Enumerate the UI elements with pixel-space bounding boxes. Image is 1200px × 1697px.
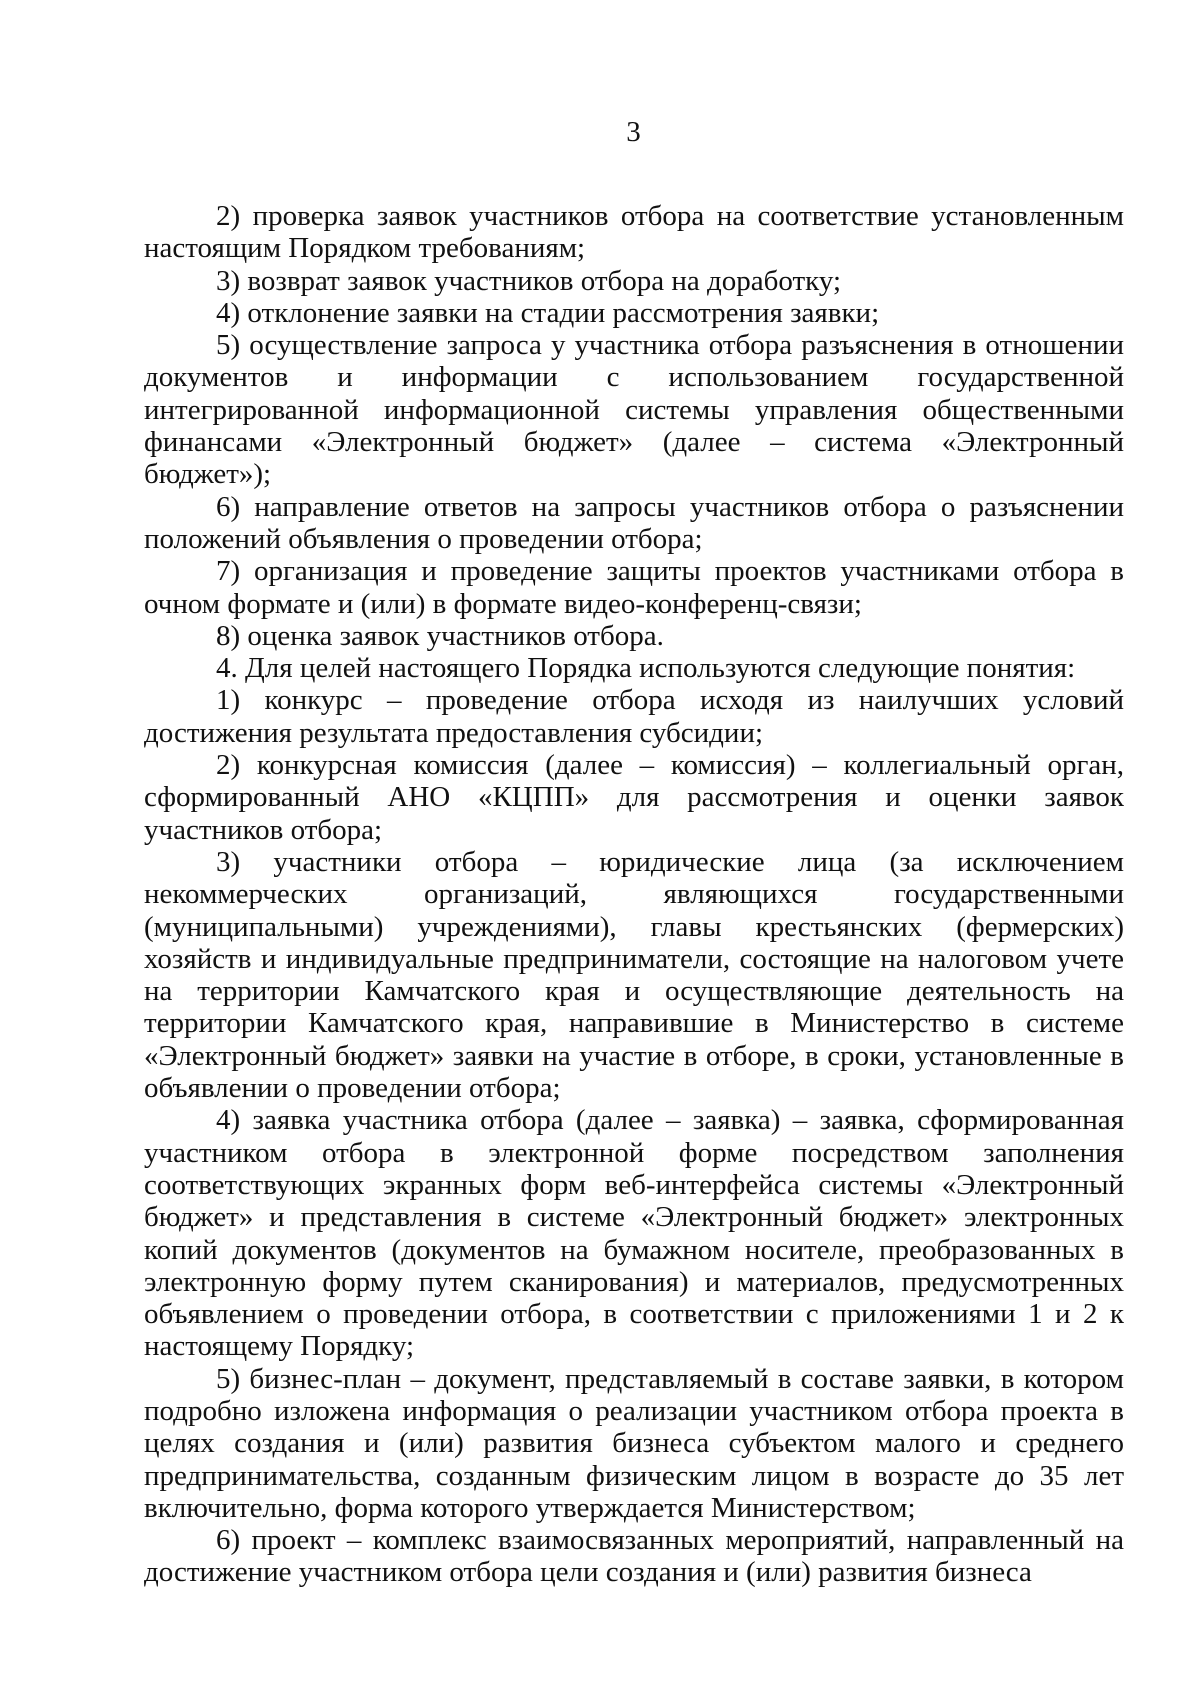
paragraph-section-4-definitions: 4. Для целей настоящего Порядка используются следующие понятия: <box>216 652 1076 685</box>
paragraph-definition-contest: 1) конкурс – проведение отбора исходя из наилучших условий достижения результата предоставления субсидии; <box>144 684 1124 749</box>
paragraph-item-5-clarification-request: 5) осуществление запроса у участника отбора разъяснения в отношении документов и информации с использованием государственной интегрированной информационной системы управления общественными финансами «Электронный бюджет» (далее – система «Электронный бюджет»); <box>144 329 1124 491</box>
paragraph-item-3-return: 3) возврат заявок участников отбора на доработку; <box>216 264 842 297</box>
paragraph-item-2-review: 2) проверка заявок участников отбора на соответствие установленным настоящим Порядком требованиям; <box>144 200 1124 265</box>
paragraph-definition-application: 4) заявка участника отбора (далее – заявка) – заявка, сформированная участником отбора в электронной форме посредством заполнения соответствующих экранных форм веб-интерфейса системы «Электронный бюджет» и представления в системе «Электронный бюджет» электронных копий документов (документов на бумажном носителе, преобразованных в электронную форму путем сканирования) и материалов, предусмотренных объявлением о проведении отбора, в соответствии с приложениями 1 и 2 к настоящему Порядку; <box>144 1104 1124 1363</box>
paragraph-item-8-evaluation: 8) оценка заявок участников отбора. <box>216 619 664 652</box>
paragraph-item-4-rejection: 4) отклонение заявки на стадии рассмотрения заявки; <box>216 296 880 329</box>
paragraph-definition-participants: 3) участники отбора – юридические лица (за исключением некоммерческих организаций, являющихся государственными (муниципальными) учреждениями), главы крестьянских (фермерских) хозяйств и индивидуальные предприниматели, состоящие на налоговом учете на территории Камчатского края и осуществляющие деятельность на территории Камчатского края, направившие в Министерство в системе «Электронный бюджет» заявки на участие в отборе, в сроки, установленные в объявлении о проведении отбора; <box>144 845 1124 1105</box>
paragraph-definition-business-plan: 5) бизнес-план – документ, представляемый в составе заявки, в котором подробно изложена информация о реализации участником отбора проекта в целях создания и (или) развития бизнеса субъектом малого и среднего предпринимательства, созданным физическим лицом в возрасте до 35 лет включительно, форма которого утверждается Министерством; <box>144 1362 1124 1524</box>
paragraph-definition-project: 6) проект – комплекс взаимосвязанных мероприятий, направленный на достижение участником отбора цели создания и (или) развития бизнеса <box>144 1524 1124 1589</box>
paragraph-definition-commission: 2) конкурсная комиссия (далее – комиссия) – коллегиальный орган, сформированный АНО «КЦПП» для рассмотрения и оценки заявок участников отбора; <box>144 749 1124 846</box>
page-number: 3 <box>626 116 641 148</box>
paragraph-item-6-answers: 6) направление ответов на запросы участников отбора о разъяснении положений объявления о проведении отбора; <box>144 490 1124 555</box>
paragraph-item-7-project-defense: 7) организация и проведение защиты проектов участниками отбора в очном формате и (или) в формате видео-конференц-связи; <box>144 555 1124 620</box>
document-body <box>144 200 1124 1589</box>
